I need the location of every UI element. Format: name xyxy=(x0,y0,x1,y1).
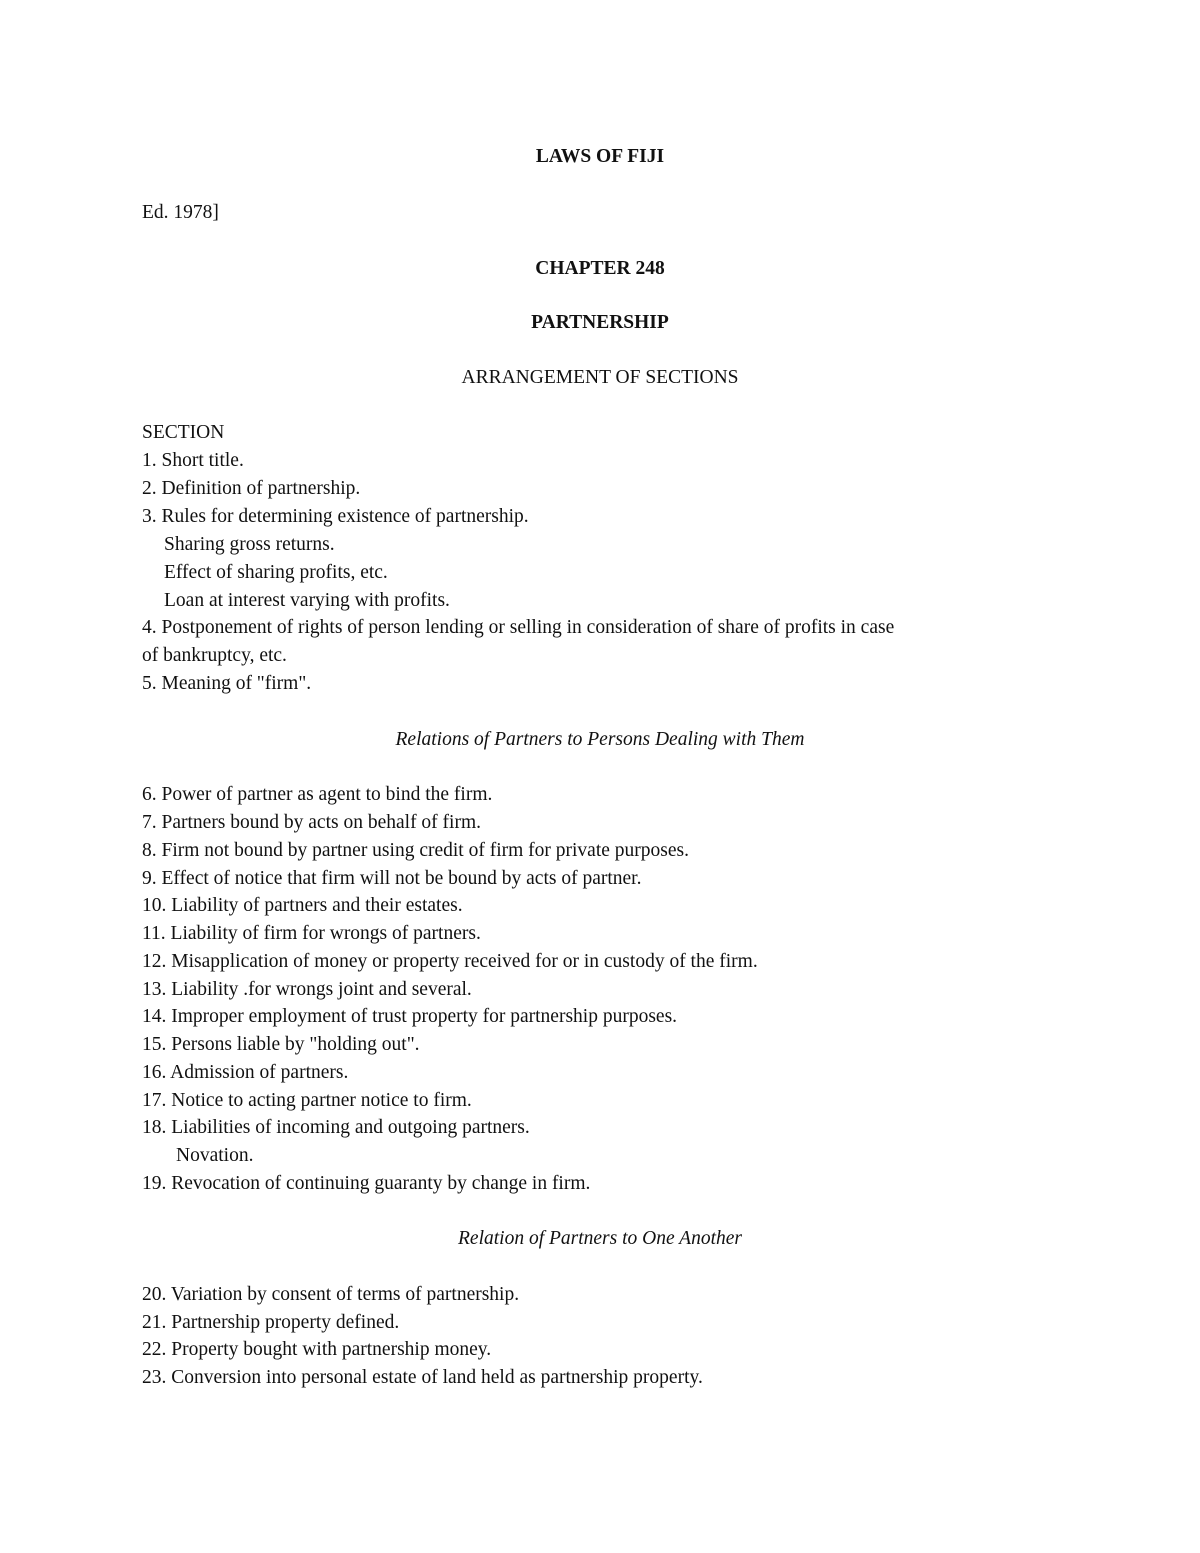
part-heading: Relation of Partners to One Another xyxy=(458,1228,742,1249)
document-title: LAWS OF FIJI xyxy=(535,146,665,167)
section-entry: 5. Meaning of "firm". xyxy=(142,673,312,694)
edition-note: Ed. 1978] xyxy=(142,202,219,223)
section-entry: 4. Postponement of rights of person lending or selling in consideration of share of profits in case xyxy=(142,617,895,638)
section-entry: 11. Liability of firm for wrongs of partners. xyxy=(142,923,481,944)
section-entry: 3. Rules for determining existence of partnership. xyxy=(142,506,529,527)
act-title: PARTNERSHIP xyxy=(531,312,669,333)
chapter-heading: CHAPTER 248 xyxy=(535,258,665,279)
section-entry: 23. Conversion into personal estate of land held as partnership property. xyxy=(142,1367,703,1388)
section-entry: 1. Short title. xyxy=(142,450,244,471)
section-entry: 8. Firm not bound by partner using credit of firm for private purposes. xyxy=(142,840,689,861)
section-entry: 2. Definition of partnership. xyxy=(142,478,361,499)
section-entry: 15. Persons liable by "holding out". xyxy=(142,1034,420,1055)
section-subentry: Loan at interest varying with profits. xyxy=(164,590,450,611)
section-entry: 12. Misapplication of money or property received for or in custody of the firm. xyxy=(142,951,758,972)
section-subentry: Novation. xyxy=(176,1145,254,1166)
section-entry: 17. Notice to acting partner notice to firm. xyxy=(142,1090,472,1111)
section-entry-continued: of bankruptcy, etc. xyxy=(142,645,287,666)
section-entry: 22. Property bought with partnership money. xyxy=(142,1339,492,1360)
section-entry: 9. Effect of notice that firm will not be bound by acts of partner. xyxy=(142,868,642,889)
section-entry: 14. Improper employment of trust property for partnership purposes. xyxy=(142,1006,678,1027)
section-entry: 6. Power of partner as agent to bind the firm. xyxy=(142,784,493,805)
section-entry: 20. Variation by consent of terms of partnership. xyxy=(142,1284,520,1305)
section-entry: 7. Partners bound by acts on behalf of firm. xyxy=(142,812,482,833)
section-entry: 18. Liabilities of incoming and outgoing partners. xyxy=(142,1117,530,1138)
section-label: SECTION xyxy=(142,422,225,443)
section-entry: 13. Liability .for wrongs joint and several. xyxy=(142,979,472,1000)
section-entry: 10. Liability of partners and their estates. xyxy=(142,895,463,916)
section-entry: 19. Revocation of continuing guaranty by change in firm. xyxy=(142,1173,591,1194)
section-subentry: Effect of sharing profits, etc. xyxy=(164,562,388,583)
section-subentry: Sharing gross returns. xyxy=(164,534,335,555)
section-entry: 16. Admission of partners. xyxy=(142,1062,349,1083)
part-heading: Relations of Partners to Persons Dealing with Them xyxy=(395,729,805,750)
arrangement-heading: ARRANGEMENT OF SECTIONS xyxy=(461,367,739,388)
section-entry: 21. Partnership property defined. xyxy=(142,1312,400,1333)
